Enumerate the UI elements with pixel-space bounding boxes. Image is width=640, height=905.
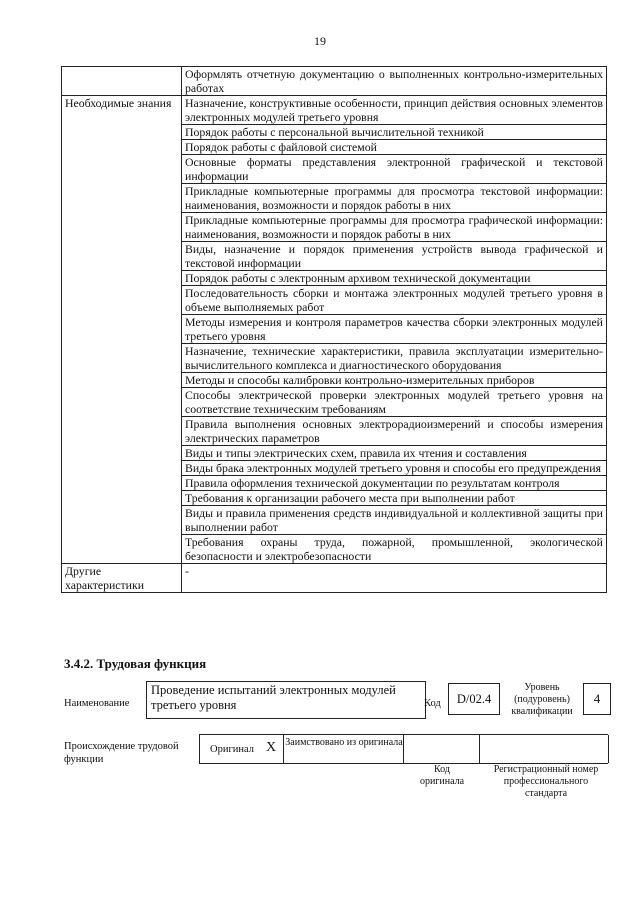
knowledge-label: Необходимые знания (62, 96, 182, 125)
origin-row (199, 734, 608, 764)
other-value: - (182, 564, 607, 593)
empty-label-cell (62, 461, 182, 476)
knowledge-item: Правила оформления технической документации по результатам контроля (182, 476, 607, 491)
origin-label: Происхождение трудовой функции (64, 741, 179, 765)
knowledge-item: Последовательность сборки и монтажа электронных модулей третьего уровня в объеме выполняемых работ (182, 286, 607, 315)
empty-label-cell (62, 417, 182, 446)
knowledge-item: Основные форматы представления электронной графической и текстовой информации (182, 155, 607, 184)
empty-label-cell (62, 535, 182, 564)
skill-item: Оформлять отчетную документацию о выполненных контрольно-измерительных работах (182, 67, 607, 96)
knowledge-item: Требования охраны труда, пожарной, промышленной, экологической безопасности и электробезопасности (182, 535, 607, 564)
reg-number-cell (479, 735, 609, 763)
empty-label-cell (62, 286, 182, 315)
knowledge-item: Виды брака электронных модулей третьего уровня и способы его предупреждения (182, 461, 607, 476)
knowledge-item: Способы электрической проверки электронных модулей третьего уровня на соответствие техническим требованиям (182, 388, 607, 417)
knowledge-item: Порядок работы с персональной вычислительной техникой (182, 125, 607, 140)
empty-label-cell (62, 155, 182, 184)
empty-label-cell (62, 506, 182, 535)
empty-label-cell (62, 140, 182, 155)
level-label: Уровень (подуровень) квалификации (511, 682, 573, 717)
empty-label-cell (62, 373, 182, 388)
empty-label-cell (62, 315, 182, 344)
name-label: Наименование (64, 698, 130, 709)
reg-caption: Регистрационный номер профессионального стандарта (493, 764, 599, 799)
page-number: 19 (314, 34, 326, 48)
original-mark: X (266, 740, 277, 755)
other-label: Другие характеристики (62, 564, 182, 593)
original-cell (199, 735, 284, 763)
code-value: D/02.4 (448, 683, 500, 715)
knowledge-item: Виды и типы электрических схем, правила их чтения и составления (182, 446, 607, 461)
original-code-cell (403, 735, 480, 763)
knowledge-item: Методы измерения и контроля параметров качества сборки электронных модулей третьего уровня (182, 315, 607, 344)
empty-label-cell (62, 242, 182, 271)
empty-label-cell (62, 213, 182, 242)
knowledge-item: Методы и способы калибровки контрольно-измерительных приборов (182, 373, 607, 388)
level-value: 4 (583, 683, 611, 715)
knowledge-item: Назначение, технические характеристики, правила эксплуатации измерительно-вычислительного комплекса и диагностического оборудования (182, 344, 607, 373)
empty-label-cell (62, 125, 182, 140)
empty-label-cell (62, 491, 182, 506)
knowledge-item: Правила выполнения основных электрорадиоизмерений и способы измерения электрических параметров (182, 417, 607, 446)
borrowed-label: Заимствовано из оригинала (285, 737, 403, 748)
original-label: Оригинал (210, 744, 254, 755)
empty-label-cell (62, 476, 182, 491)
knowledge-item: Порядок работы с электронным архивом технической документации (182, 271, 607, 286)
knowledge-item: Виды, назначение и порядок применения устройств вывода графической и текстовой информации (182, 242, 607, 271)
code-caption: Код оригинала (419, 764, 465, 787)
empty-label-cell (62, 184, 182, 213)
knowledge-item: Требования к организации рабочего места при выполнении работ (182, 491, 607, 506)
empty-label-cell (62, 446, 182, 461)
function-name-value: Проведение испытаний электронных модулей третьего уровня (146, 681, 426, 719)
code-label: Код (424, 698, 441, 709)
knowledge-item: Прикладные компьютерные программы для просмотра графической информации: наименования, возможности и порядок работы в них (182, 213, 607, 242)
empty-label-cell (62, 344, 182, 373)
knowledge-item: Назначение, конструктивные особенности, принцип действия основных элементов электронных модулей третьего уровня (182, 96, 607, 125)
knowledge-item: Порядок работы с файловой системой (182, 140, 607, 155)
section-title: 3.4.2. Трудовая функция (64, 656, 207, 671)
requirements-table (61, 66, 607, 593)
borrowed-cell (283, 735, 404, 763)
empty-label-cell (62, 271, 182, 286)
knowledge-item: Виды и правила применения средств индивидуальной и коллективной защиты при выполнении работ (182, 506, 607, 535)
empty-label-cell (62, 67, 182, 96)
empty-label-cell (62, 388, 182, 417)
knowledge-item: Прикладные компьютерные программы для просмотра текстовой информации: наименования, возможности и порядок работы в них (182, 184, 607, 213)
